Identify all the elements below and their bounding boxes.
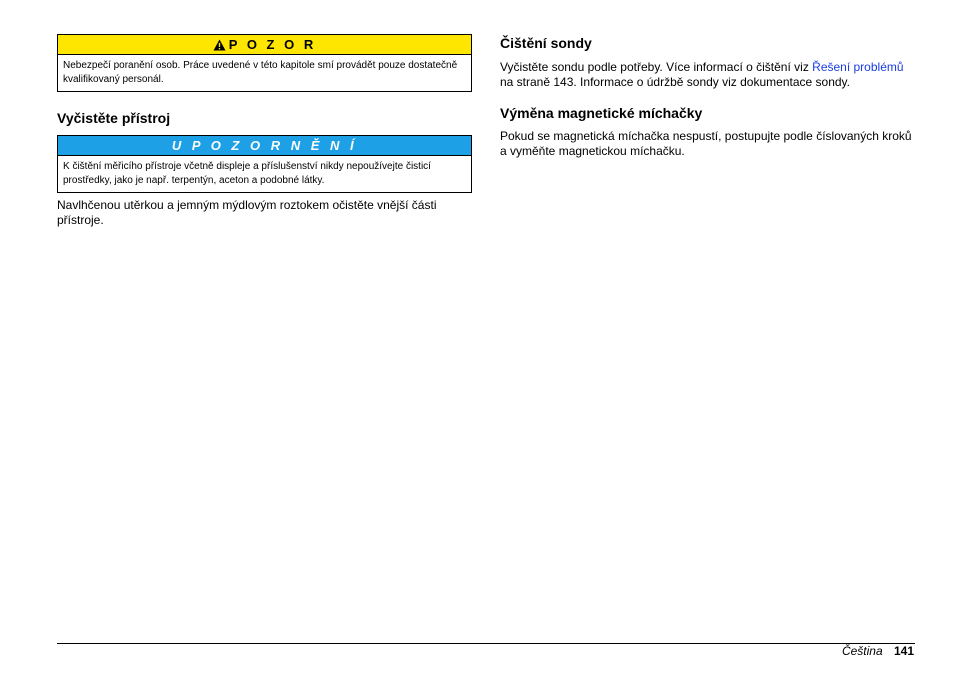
caution-notice: [57, 135, 472, 193]
footer-divider: [57, 643, 915, 644]
section-title-replace-stir-bar: Výměna magnetické míchačky: [500, 105, 703, 121]
danger-text: Nebezpečí poranění osob. Práce uvedené v této kapitole smí provádět pouze dostatečně kvalifikovaný personál.: [63, 60, 458, 85]
page-footer: [842, 644, 914, 658]
left-column: [57, 34, 472, 228]
danger-notice-header: [58, 35, 471, 55]
clean-instrument-body: Navlhčenou utěrkou a jemným mýdlovým roztokem očistěte vnější části přístroje.: [57, 198, 437, 227]
right-column: [500, 34, 915, 159]
danger-notice: [57, 34, 472, 92]
caution-notice-header: [58, 136, 471, 156]
footer-language: Čeština: [841, 644, 883, 658]
section-title-clean-instrument: Vyčistěte přístroj: [57, 110, 171, 126]
caution-label: U P O Z O R N Ě N Í: [171, 138, 358, 153]
danger-label: P O Z O R: [228, 37, 317, 52]
clean-probe-body: [500, 60, 915, 90]
clean-probe-text-pre: Vyčistěte sondu podle potřeby. Více informací o čištění viz: [500, 60, 813, 74]
troubleshooting-link[interactable]: Řešení problémů: [812, 60, 904, 74]
page-number: 141: [893, 644, 914, 658]
clean-probe-text-post: na straně 143. Informace o údržbě sondy viz dokumentace sondy.: [500, 75, 850, 89]
warning-triangle-icon: [213, 39, 226, 51]
replace-stir-bar-body: Pokud se magnetická míchačka nespustí, postupujte podle číslovaných kroků a vyměňte magnetickou míchačku.: [500, 129, 912, 158]
caution-text: K čištění měřicího přístroje včetně displeje a příslušenství nikdy nepoužívejte čisticí prostředky, jako je např. terpentýn, aceton a podobné látky.: [63, 161, 431, 186]
section-title-clean-probe: Čištění sondy: [500, 35, 592, 51]
